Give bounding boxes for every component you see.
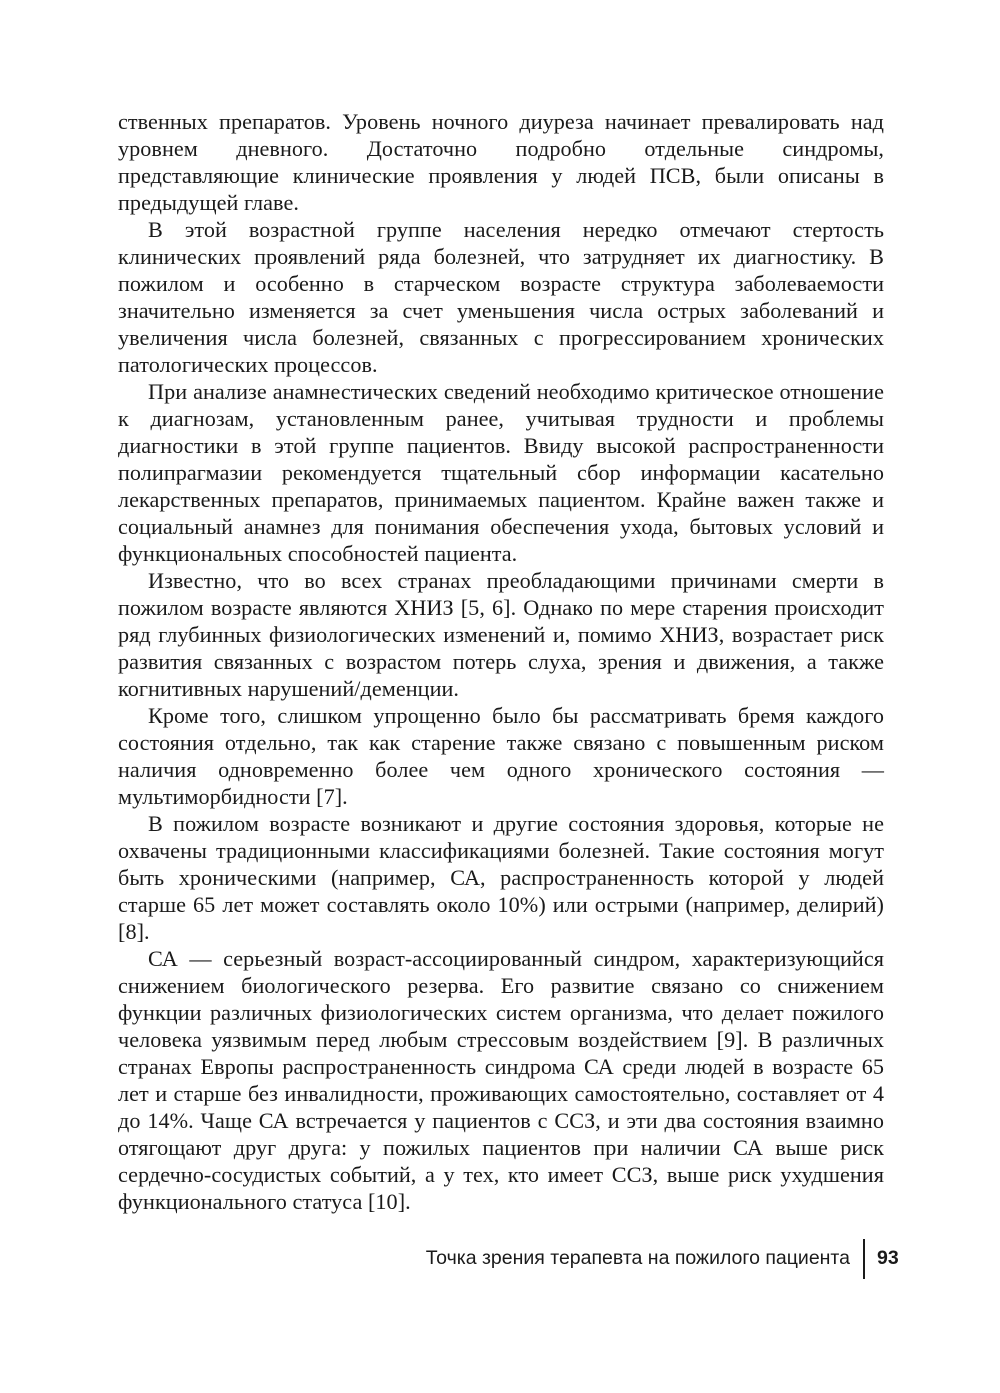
page-number: 93: [877, 1247, 899, 1269]
paragraph: СА — серьезный возраст-ассоциированный синдром, характеризующийся снижением биологического резерва. Его развитие связано со снижением функции различных физиологических систем организма, что делает пожилого человека уязвимым перед любым стрессовым воздействием [9]. В различных странах Европы распространенность синдрома СА среди людей в возрасте 65 лет и старше без инвалидности, проживающих самостоятельно, составляет от 4 до 14%. Чаще СА встречается у пациентов с ССЗ, и эти два состояния взаимно отягощают друг друга: у пожилых пациентов при наличии СА выше риск сердечно-сосудистых событий, а у тех, кто имеет ССЗ, выше риск ухудшения функционального статуса [10].: [118, 946, 884, 1214]
paragraph: В этой возрастной группе населения нередко отмечают стертость клинических проявлений ряда болезней, что затрудняет их диагностику. В пожилом и особенно в старческом возрасте структура заболеваемости значительно изменяется за счет уменьшения числа острых заболеваний и увеличения числа болезней, связанных с прогрессированием хронических патологических процессов.: [118, 217, 884, 377]
paragraph-continuation: ственных препаратов. Уровень ночного диуреза начинает превалировать над уровнем дневного. Достаточно подробно отдельные синдромы, представляющие клинические проявления у людей ПСВ, были описаны в предыдущей главе.: [118, 109, 884, 215]
page-footer: [0, 1239, 1000, 1279]
paragraph: В пожилом возрасте возникают и другие состояния здоровья, которые не охвачены традиционными классификациями болезней. Такие состояния могут быть хроническими (например, СА, распространенность которой у людей старше 65 лет может составлять около 10%) или острыми (например, делирий) [8].: [118, 811, 884, 944]
footer-divider: [863, 1239, 865, 1279]
paragraph: При анализе анамнестических сведений необходимо критическое отношение к диагнозам, установленным ранее, учитывая трудности и проблемы диагностики в этой группе пациентов. Ввиду высокой распространенности полипрагмазии рекомендуется тщательный сбор информации касательно лекарственных препаратов, принимаемых пациентом. Крайне важен также и социальный анамнез для понимания обеспечения ухода, бытовых условий и функциональных способностей пациента.: [118, 379, 884, 566]
paragraph: Известно, что во всех странах преобладающими причинами смерти в пожилом возрасте являются ХНИЗ [5, 6]. Однако по мере старения происходит ряд глубинных физиологических изменений и, помимо ХНИЗ, возрастает риск развития связанных с возрастом потерь слуха, зрения и движения, а также когнитивных нарушений/деменции.: [118, 568, 884, 701]
running-title: Точка зрения терапевта на пожилого пациента: [425, 1247, 850, 1269]
paragraph: Кроме того, слишком упрощенно было бы рассматривать бремя каждого состояния отдельно, так как старение также связано с повышенным риском наличия одновременно более чем одного хронического состояния — мультиморбидности [7].: [118, 703, 884, 809]
page-body: [118, 108, 884, 1215]
